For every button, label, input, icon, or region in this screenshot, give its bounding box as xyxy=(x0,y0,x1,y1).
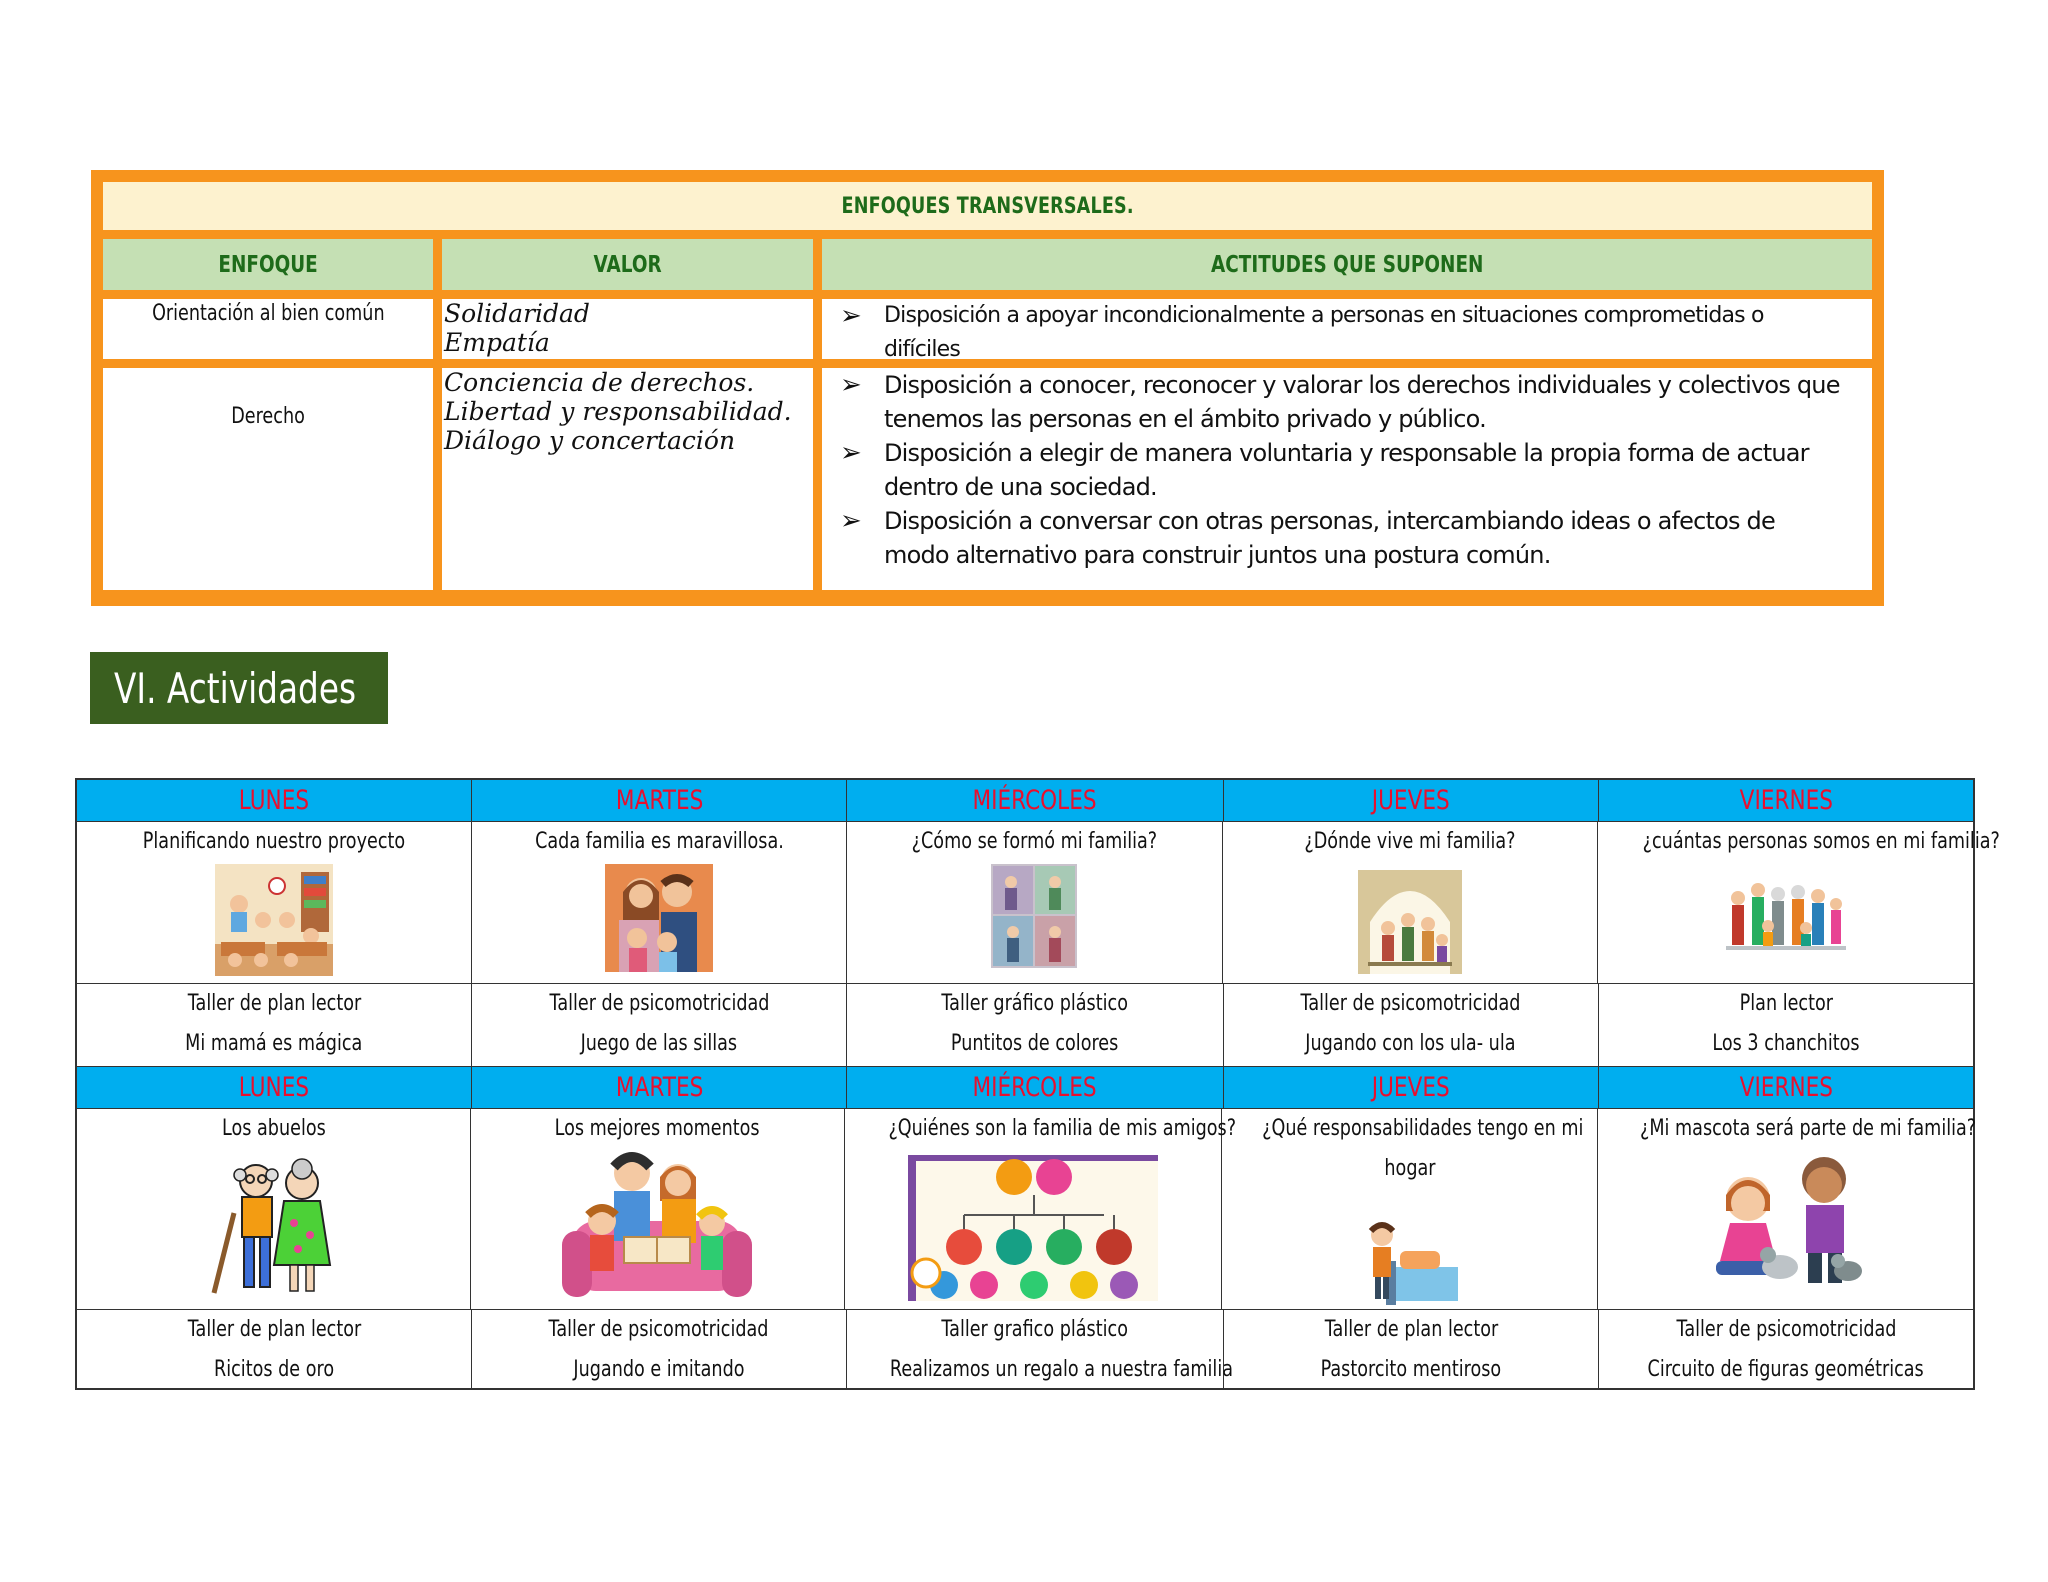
taller-name-text: Taller de plan lector xyxy=(187,1317,361,1342)
header-valor xyxy=(442,239,813,290)
taller-subtitle-text: Los 3 chanchitos xyxy=(1712,1031,1860,1056)
day-header xyxy=(1224,780,1599,821)
arrow-bullet-icon: ➢ xyxy=(840,370,861,400)
actitudes-list xyxy=(822,368,1872,572)
taller-name xyxy=(847,1310,1223,1350)
day-header xyxy=(847,1067,1223,1108)
taller-name xyxy=(77,984,471,1024)
taller-subtitle-text: Juego de las sillas xyxy=(581,1031,738,1056)
header-actitudes-text: ACTITUDES QUE SUPONEN xyxy=(1210,251,1484,278)
taller-subtitle-text: Jugando con los ula- ula xyxy=(1305,1031,1516,1056)
family-reading-sofa-illustration xyxy=(562,1151,752,1303)
day-header xyxy=(847,780,1223,821)
taller-cell xyxy=(77,984,472,1066)
taller-cell xyxy=(1224,1310,1599,1390)
activity-cell xyxy=(77,822,472,983)
day-label: LUNES xyxy=(238,785,310,816)
family-portrait-illustration xyxy=(605,864,713,972)
header-enfoque xyxy=(103,239,433,290)
taller-name xyxy=(1599,984,1973,1024)
activity-title xyxy=(77,1109,470,1149)
activity-cell xyxy=(1223,822,1598,983)
arrow-bullet-icon: ➢ xyxy=(840,301,861,331)
talleres-row xyxy=(77,1310,1973,1390)
activities-row xyxy=(77,822,2000,984)
header-enfoque-text: ENFOQUE xyxy=(218,251,318,278)
day-label: JUEVES xyxy=(1371,1072,1450,1103)
taller-subtitle-text: Jugando e imitando xyxy=(573,1357,745,1382)
enfoques-table xyxy=(91,170,1884,606)
taller-subtitle-text: Mi mamá es mágica xyxy=(185,1031,363,1056)
taller-subtitle xyxy=(1599,1350,1973,1390)
taller-cell xyxy=(472,984,847,1066)
actitud-item xyxy=(840,299,1872,367)
activity-title xyxy=(471,1109,844,1149)
taller-cell xyxy=(847,984,1223,1066)
activity-title xyxy=(472,822,846,862)
day-header xyxy=(1224,1067,1599,1108)
taller-name-text: Plan lector xyxy=(1739,991,1833,1016)
taller-name-text: Taller de psicomotricidad xyxy=(1675,1317,1896,1342)
taller-name xyxy=(77,1310,471,1350)
valor-cell xyxy=(442,368,813,590)
taller-name xyxy=(1224,1310,1598,1350)
activity-title-text: ¿Cómo se formó mi familia? xyxy=(911,829,1158,854)
day-label: VIERNES xyxy=(1739,785,1833,816)
day-label: MIÉRCOLES xyxy=(972,1072,1098,1103)
actitudes-list xyxy=(822,299,1872,367)
activity-title-text: Los mejores momentos xyxy=(554,1116,760,1141)
arrow-bullet-icon: ➢ xyxy=(840,438,861,468)
taller-cell xyxy=(472,1310,847,1390)
actitud-item xyxy=(840,504,1872,572)
actitud-text: Disposición a conversar con otras personas, intercambiando ideas o afectos de modo alternativo para construir juntos una postura común. xyxy=(884,507,1775,569)
enfoques-title xyxy=(103,182,1872,230)
activity-title xyxy=(1598,822,2000,862)
taller-subtitle-text: Ricitos de oro xyxy=(213,1357,335,1382)
taller-name-text: Taller de psicomotricidad xyxy=(548,1317,769,1342)
activity-title xyxy=(1222,1109,1597,1189)
taller-subtitle xyxy=(1224,1350,1598,1390)
taller-cell xyxy=(77,1310,472,1390)
taller-cell xyxy=(1224,984,1599,1066)
arrow-bullet-icon: ➢ xyxy=(840,506,861,536)
valor-item: Solidaridad xyxy=(444,299,590,328)
taller-name xyxy=(472,984,846,1024)
talleres-row xyxy=(77,984,1973,1066)
enfoque-name: Orientación al bien común xyxy=(151,301,385,326)
activity-cell xyxy=(847,822,1223,983)
day-header xyxy=(1599,1067,1973,1108)
day-header xyxy=(472,1067,847,1108)
activity-title-text: ¿Dónde vive mi familia? xyxy=(1304,829,1516,854)
actitud-text: Disposición a conocer, reconocer y valorar los derechos individuales y colectivos que tenemos las personas en el ámbito privado y público. xyxy=(884,371,1840,433)
activity-title xyxy=(1223,822,1597,862)
taller-subtitle xyxy=(472,1350,846,1390)
taller-subtitle xyxy=(1224,1024,1598,1064)
family-tree-illustration xyxy=(904,1155,1162,1301)
taller-cell xyxy=(1599,984,1973,1066)
taller-cell xyxy=(847,1310,1233,1390)
days-header-row xyxy=(77,780,1973,822)
day-header xyxy=(1599,780,1973,821)
actitud-text: Disposición a elegir de manera voluntaria y responsable la propia forma de actuar dentro de una sociedad. xyxy=(884,439,1809,501)
actitud-item xyxy=(840,436,1872,504)
days-header-row xyxy=(77,1066,1973,1109)
taller-subtitle xyxy=(847,1350,1233,1390)
activity-title-text: ¿Mi mascota será parte de mi familia? xyxy=(1640,1116,1977,1141)
day-label: JUEVES xyxy=(1371,785,1450,816)
taller-name-text: Taller de plan lector xyxy=(187,991,361,1016)
activity-title-text: ¿Qué responsabilidades tengo en mi xyxy=(1262,1116,1584,1141)
header-valor-text: VALOR xyxy=(593,251,662,278)
valor-item: Conciencia de derechos. xyxy=(444,368,755,397)
activity-cell xyxy=(845,1109,1237,1309)
activity-title xyxy=(847,822,1222,862)
valor-item: Diálogo y concertación xyxy=(444,426,736,455)
valor-item: Empatía xyxy=(444,328,550,357)
actitudes-cell xyxy=(822,299,1872,362)
activity-cell xyxy=(471,1109,845,1309)
day-label: MIÉRCOLES xyxy=(972,785,1098,816)
activity-title-text: Cada familia es maravillosa. xyxy=(534,829,784,854)
day-header xyxy=(77,1067,472,1108)
section-heading xyxy=(90,652,388,724)
taller-cell xyxy=(1599,1310,1973,1390)
taller-subtitle xyxy=(77,1350,471,1390)
taller-name-text: Taller de plan lector xyxy=(1324,1317,1498,1342)
day-label: VIERNES xyxy=(1739,1072,1833,1103)
taller-subtitle xyxy=(1599,1024,1973,1064)
kids-with-pets-illustration xyxy=(1706,1151,1866,1291)
activity-cell xyxy=(1598,822,2000,983)
taller-subtitle-text: Pastorcito mentiroso xyxy=(1320,1357,1502,1382)
activity-cell xyxy=(472,822,847,983)
valor-item: Libertad y responsabilidad. xyxy=(444,397,792,426)
family-home-illustration xyxy=(1358,870,1462,974)
activity-cell xyxy=(77,1109,471,1309)
day-label: LUNES xyxy=(238,1072,310,1103)
taller-name-text: Taller gráfico plástico xyxy=(941,991,1129,1016)
activity-title-text: Planificando nuestro proyecto xyxy=(142,829,406,854)
taller-name-text: Taller grafico plástico xyxy=(941,1317,1129,1342)
enfoque-cell xyxy=(103,368,433,590)
activity-title xyxy=(1598,1109,1977,1149)
activity-title-text: ¿cuántas personas somos en mi familia? xyxy=(1642,829,2000,854)
activity-title xyxy=(77,822,471,862)
activities-row xyxy=(77,1109,1977,1310)
taller-name xyxy=(1224,984,1598,1024)
taller-name-text: Taller de psicomotricidad xyxy=(549,991,770,1016)
taller-subtitle-text: Puntitos de colores xyxy=(951,1031,1119,1056)
day-header xyxy=(472,780,847,821)
taller-subtitle xyxy=(472,1024,846,1064)
taller-subtitle xyxy=(847,1024,1222,1064)
activity-title xyxy=(845,1109,1237,1149)
enfoque-cell xyxy=(103,299,433,359)
enfoque-name: Derecho xyxy=(231,404,305,429)
day-header xyxy=(77,780,472,821)
valor-cell xyxy=(442,299,813,359)
actitudes-cell xyxy=(822,368,1872,590)
section-heading-text: VI. Actividades xyxy=(114,663,357,713)
day-label: MARTES xyxy=(615,1072,703,1103)
activities-table xyxy=(75,778,2000,1390)
actitud-item xyxy=(840,368,1872,436)
family-collage-photo xyxy=(991,864,1077,968)
activity-title-text: Los abuelos xyxy=(221,1116,326,1141)
activity-cell xyxy=(1598,1109,1977,1309)
large-family-illustration xyxy=(1718,870,1854,970)
child-making-bed-illustration xyxy=(1360,1221,1460,1307)
header-actitudes xyxy=(822,239,1872,290)
taller-subtitle-text: Realizamos un regalo a nuestra familia xyxy=(889,1357,1233,1382)
taller-name xyxy=(472,1310,846,1350)
taller-name xyxy=(1599,1310,1973,1350)
activity-cell xyxy=(1222,1109,1598,1309)
day-label: MARTES xyxy=(615,785,703,816)
taller-subtitle xyxy=(77,1024,471,1064)
actitud-text: Disposición a apoyar incondicionalmente a personas en situaciones comprometidas o difíciles xyxy=(884,303,1764,362)
activity-title-text: ¿Quiénes son la familia de mis amigos? xyxy=(888,1116,1237,1141)
taller-name xyxy=(847,984,1222,1024)
classroom-illustration xyxy=(215,864,333,976)
activity-title-text: hogar xyxy=(1383,1156,1436,1181)
taller-name-text: Taller de psicomotricidad xyxy=(1300,991,1521,1016)
enfoques-title-text: ENFOQUES TRANSVERSALES. xyxy=(841,193,1134,219)
taller-subtitle-text: Circuito de figuras geométricas xyxy=(1647,1357,1925,1382)
grandparents-illustration xyxy=(198,1153,348,1303)
